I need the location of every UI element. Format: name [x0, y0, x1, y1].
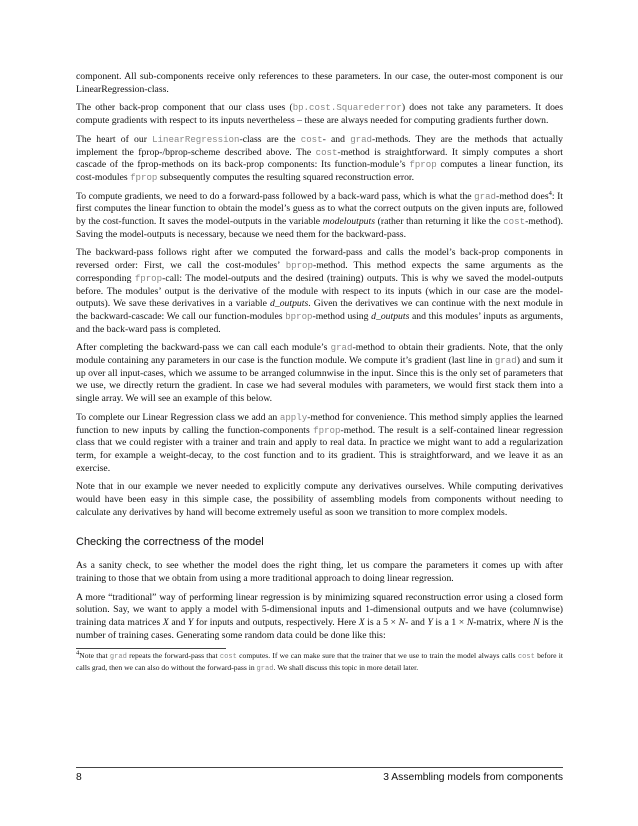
text: The backward-pass follows right after we computed the forward-pass and calls the model’s back-prop components in reversed order: First, we call the cost-modules’	[76, 247, 563, 272]
paragraph-7	[76, 412, 563, 476]
italic-term: d_outputs	[371, 310, 410, 322]
code-term: grad	[109, 653, 127, 662]
footnote-marker: 4	[76, 649, 80, 657]
code-term: LinearRegression	[152, 133, 240, 145]
text: -matrix, where	[473, 617, 534, 629]
section-heading: Checking the correctness of the model	[76, 535, 264, 548]
code-term: grad	[474, 190, 496, 202]
paragraph-8	[76, 481, 563, 519]
paragraph-4	[76, 191, 563, 242]
italic-term: modeloutputs	[322, 216, 375, 228]
text: The other back-prop component that our class uses (	[76, 102, 293, 114]
text: To complete our Linear Regression class we add an	[76, 411, 280, 423]
paragraph-2	[76, 102, 563, 127]
code-term: fprop	[409, 159, 437, 171]
text: is a 5 ×	[364, 617, 399, 629]
text: -method for convenience. This method simply applies the learned function to new inputs by calling the function-components	[76, 411, 564, 436]
code-term: bprop	[285, 310, 313, 322]
text: subsequently computes the resulting squared reconstruction error.	[157, 171, 415, 183]
text: -method is straightforward. It simply computes a short cascade of the fprop-methods on its back-prop components: Its function-module’s	[76, 146, 563, 171]
text: - and	[322, 133, 351, 145]
code-term: cost	[315, 146, 338, 158]
text: The heart of our	[76, 133, 153, 145]
math-symbol: N	[398, 617, 406, 629]
math-symbol: X	[358, 617, 365, 629]
code-term: cost	[503, 216, 526, 228]
text: -method. This method expects the same arguments as the corresponding	[76, 260, 563, 284]
text: -methods. They are the methods that actually implement the fprop-/bprop-scheme described above. The	[76, 133, 564, 158]
main-text	[76, 71, 563, 674]
footer-divider	[76, 767, 563, 768]
code-term: grad	[256, 664, 274, 673]
text: is a 1 ×	[432, 617, 467, 629]
text: -method using	[312, 310, 372, 322]
text: and	[168, 617, 188, 629]
text: -method does	[496, 190, 549, 202]
text: (rather than returning it like the	[374, 216, 504, 228]
footnote-marker: 4	[548, 189, 552, 197]
paragraph-1	[76, 71, 563, 96]
text: - and	[405, 617, 428, 629]
text: is the number of training cases. Generating some random data could be done like this:	[76, 617, 563, 641]
footnote	[76, 651, 563, 674]
text: computes a linear function, its cost-modules	[76, 159, 563, 183]
text: computes. If we can make sure that the trainer that we use to train the model always calls	[236, 651, 518, 661]
text: component. All sub-components receive only references to these parameters. In our case, the outer-most component is our LinearRegression-class.	[76, 71, 563, 95]
text: : It first computes the linear function to obtain the model’s guess as to what the correct outputs on the given inputs are, followed by the cost-function. It saves the model-outputs in the variable	[76, 190, 564, 228]
running-head: 3 Assembling models from components	[383, 772, 563, 783]
text: ) does not take any parameters. It does compute gradients with respect to its inputs nevertheless – these are always needed for computing gradients further down.	[76, 102, 563, 127]
text: As a sanity check, to see whether the model does the right thing, let us compare the parameters it comes up with after training to those that we obtain from using a more traditional approach to doing linear regression.	[76, 560, 563, 584]
code-term: apply	[279, 411, 308, 423]
math-symbol: N	[466, 617, 474, 629]
text: Note that	[79, 651, 110, 661]
italic-term: d_outputs	[270, 298, 309, 310]
text: -call: The model-outputs and the desired (training) outputs. This is why we saved the model-outputs before. The modules’ output is the derivative of the module with respect to its inputs (which in our case are the model-outputs). We save these derivatives in a variable	[76, 272, 563, 310]
code-term: grad	[350, 133, 373, 145]
math-symbol: N	[533, 617, 540, 629]
math-symbol: Y	[187, 617, 194, 629]
text: for inputs and outputs, respectively. Here	[193, 617, 359, 629]
code-term: cost	[219, 653, 237, 662]
math-symbol: X	[162, 617, 169, 629]
math-symbol: Y	[427, 617, 433, 629]
text: -method). Saving the model-outputs is necessary, because we need them for the backward-pass.	[76, 216, 563, 240]
text: -class are the	[239, 133, 301, 145]
text: Note that in our example we never needed to explicitly compute any derivatives ourselves. While computing derivatives would have been easy in this simple case, the possibility of assembling models from components without needing to calculate any derivatives by hand will become extremely useful as soon we transition to more complex models.	[76, 481, 563, 518]
code-term: fprop	[134, 272, 163, 284]
text: . We shall discuss this topic in more detail later.	[273, 662, 419, 672]
footnote-divider	[76, 648, 226, 649]
text: . Given the derivatives we can continue with the next module in the backward-cascade: We call our function-modules	[76, 298, 564, 322]
text: To compute gradients, we need to do a forward-pass followed by a back-ward pass, which is what the	[76, 190, 475, 202]
text: -method. The result is a self-contained linear regression class that we could register with a trainer and train and apply to real data. In practice we might want to add a regularization term, for example a weight-decay, to the cost function and to its gradient. This is straightforward, and we leave it as an exercise.	[76, 424, 563, 474]
code-term: fprop	[313, 424, 341, 436]
paragraph-5	[76, 247, 563, 336]
page-number: 8	[76, 772, 82, 783]
code-term: cost	[517, 653, 535, 662]
text: and this modules’ inputs as arguments, and the back-ward pass is completed.	[76, 310, 563, 335]
text: A more “traditional” way of performing linear regression is by minimizing squared reconstruction error using a closed form solution. Say, we want to apply a model with 5-dimensional inputs and 1-dimensional outputs and we have (columnwise) training data matrices	[76, 591, 563, 629]
code-term: fprop	[130, 171, 158, 183]
paragraph-3	[76, 134, 563, 185]
paragraph-9	[76, 560, 563, 585]
code-term: bp.cost.Squarederror	[292, 102, 402, 114]
text: ) and sum it up over all input-cases, which we assume to be arranged columnwise in the input. Since this is the only set of parameters that we use, we directly return the gradient. In case we had several modules with parameters, we would first stack them into a single array. We will see an example of this below.	[76, 355, 563, 405]
code-term: cost	[300, 133, 323, 145]
code-term: grad	[330, 342, 353, 354]
text: After completing the backward-pass we can call each module’s	[76, 342, 331, 354]
paragraph-6	[76, 342, 563, 406]
paragraph-10	[76, 592, 563, 643]
text: repeats the forward-pass that	[126, 651, 220, 661]
code-term: bprop	[285, 260, 313, 272]
text: -method to obtain their gradients. Note, that the only module containing any parameters in our case is the function module. We compute it’s gradient (last line in	[76, 342, 563, 367]
code-term: grad	[494, 355, 517, 367]
text: before it calls grad, then we can also do without the forward-pass in	[76, 651, 563, 672]
